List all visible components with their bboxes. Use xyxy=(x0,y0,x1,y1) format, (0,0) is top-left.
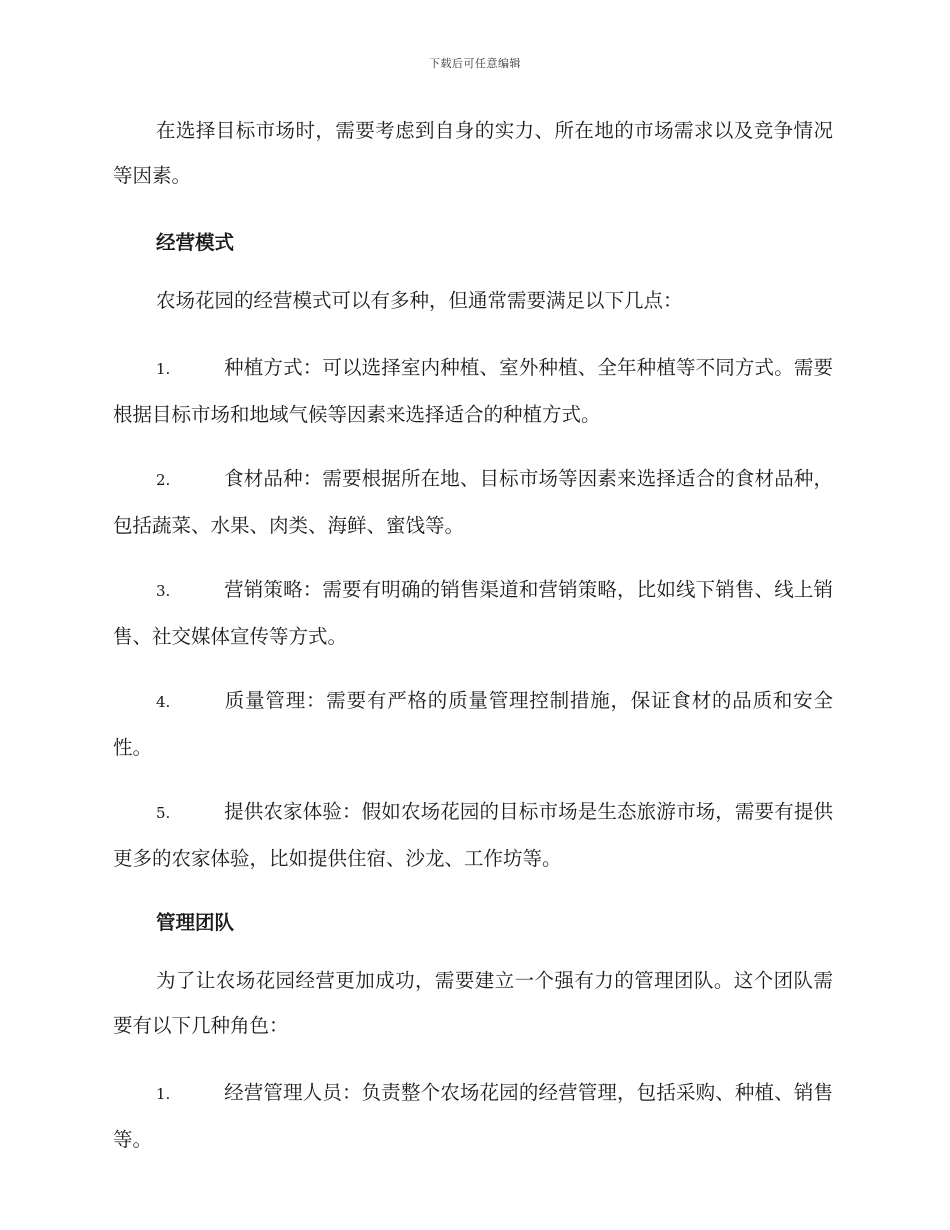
paragraph-management-team-intro: 为了让农场花园经营更加成功，需要建立一个强有力的管理团队。这个团队需要有以下几种角色： xyxy=(113,969,833,1037)
list-item-number: 2. xyxy=(156,471,171,489)
list-item-number: 4. xyxy=(156,693,171,711)
list-item-number: 1. xyxy=(156,360,171,378)
list-item xyxy=(113,1070,833,1162)
list-item xyxy=(113,678,833,770)
list-item-number: 3. xyxy=(156,582,171,600)
list-item xyxy=(113,789,833,881)
document-body xyxy=(113,108,833,1181)
list-item-text: 种植方式：可以选择室内种植、室外种植、全年种植等不同方式。需要根据目标市场和地域气候等因素来选择适合的种植方式。 xyxy=(113,356,833,426)
page-header: 下载后可任意编辑 xyxy=(429,57,521,70)
paragraph-target-market: 在选择目标市场时，需要考虑到自身的实力、所在地的市场需求以及竞争情况等因素。 xyxy=(113,119,833,187)
paragraph-business-model-intro: 农场花园的经营模式可以有多种，但通常需要满足以下几点： xyxy=(156,289,683,312)
section-heading-business-model: 经营模式 xyxy=(156,231,235,254)
list-item-text: 食材品种：需要根据所在地、目标市场等因素来选择适合的食材品种，包括蔬菜、水果、肉类、海鲜、蜜饯等。 xyxy=(113,467,833,537)
list-item xyxy=(113,345,833,437)
list-item-text: 经营管理人员：负责整个农场花园的经营管理，包括采购、种植、销售等。 xyxy=(113,1081,833,1151)
list-item xyxy=(113,456,833,548)
list-item-number: 5. xyxy=(156,804,171,822)
list-item xyxy=(113,567,833,659)
list-item-text: 质量管理：需要有严格的质量管理控制措施，保证食材的品质和安全性。 xyxy=(113,689,833,759)
list-item-text: 提供农家体验：假如农场花园的目标市场是生态旅游市场，需要有提供更多的农家体验，比如提供住宿、沙龙、工作坊等。 xyxy=(113,800,833,870)
list-item-number: 1. xyxy=(156,1085,171,1103)
list-item-text: 营销策略：需要有明确的销售渠道和营销策略，比如线下销售、线上销售、社交媒体宣传等方式。 xyxy=(113,578,833,648)
section-heading-management-team: 管理团队 xyxy=(156,911,235,934)
